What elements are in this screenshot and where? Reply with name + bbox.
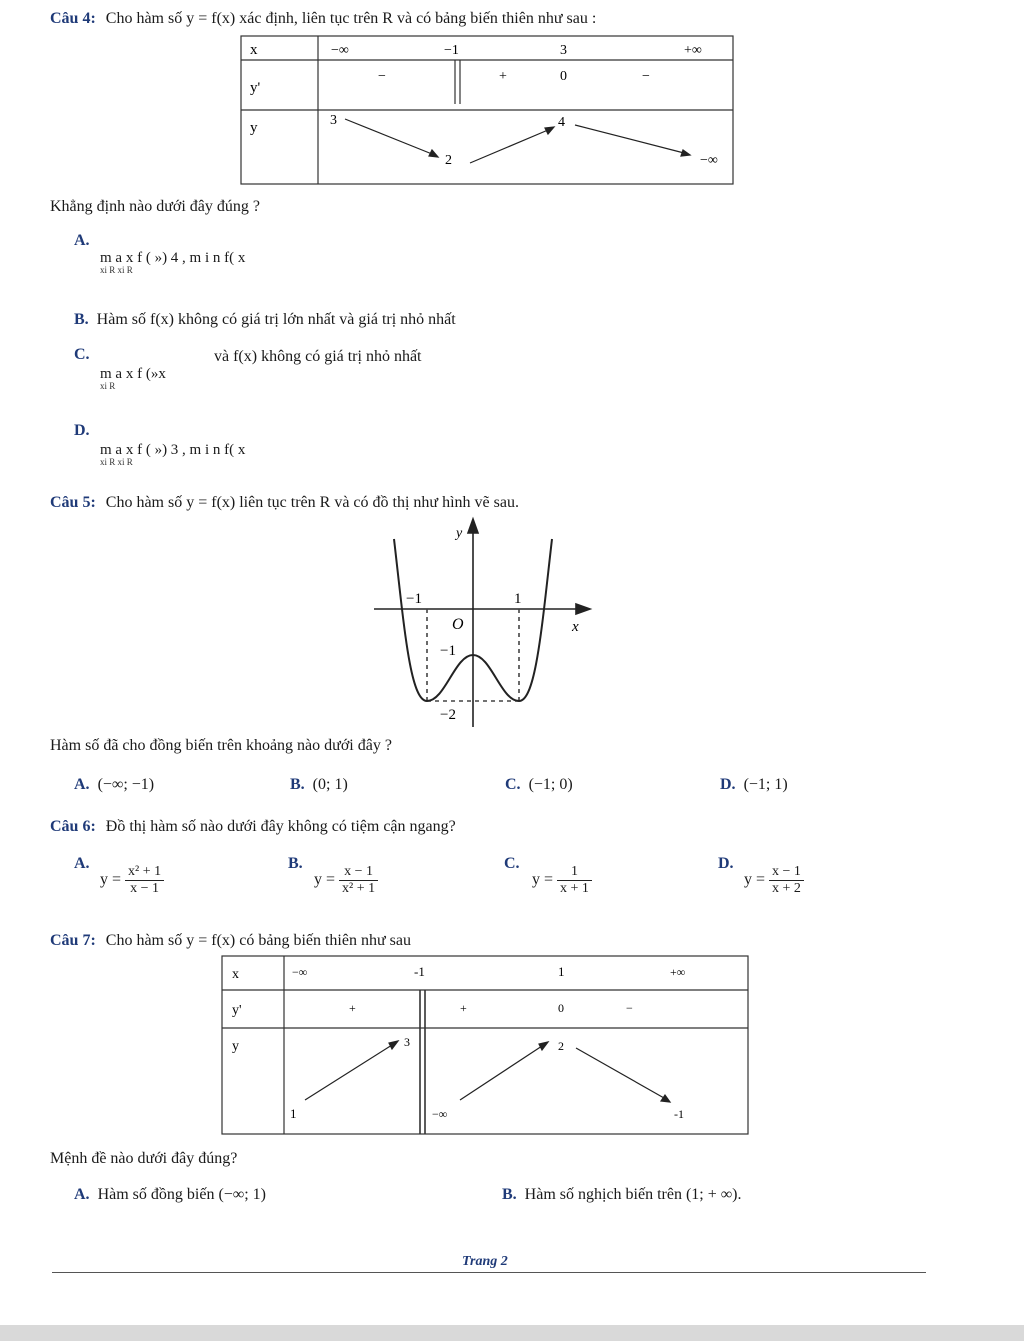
q7-y-4: -1 — [674, 1107, 684, 1121]
q5-x-axis-label: x — [572, 619, 579, 635]
q6-option-d-den: x + 2 — [772, 881, 801, 896]
q6-option-a[interactable] — [74, 855, 90, 873]
q5-graph — [0, 515, 1024, 735]
q5-option-a-label: A. — [74, 776, 90, 793]
q7-yp-2: 0 — [558, 1001, 564, 1015]
q5-head: Câu 5: — [50, 494, 96, 511]
q6-option-b[interactable] — [288, 855, 303, 873]
q7-stem — [50, 932, 411, 950]
q6-option-a-lhs: y = — [100, 871, 122, 889]
q7-row-x: x — [232, 967, 239, 982]
q4-option-d-sub: xi R xi R — [100, 457, 133, 467]
q6-option-d-num: x − 1 — [769, 864, 804, 881]
q4-x-1: −1 — [444, 43, 459, 58]
q7-option-a-text: Hàm số đồng biến (−∞; 1) — [97, 1186, 266, 1203]
q4-row-x: x — [250, 42, 258, 58]
q5-ym1-label: −1 — [440, 643, 456, 659]
q7-option-b-label: B. — [502, 1186, 517, 1203]
q6-stem-text: Đồ thị hàm số nào dưới đây không có tiệm cận ngang? — [105, 818, 456, 835]
q7-option-b-text: Hàm số nghịch biến trên (1; + ∞). — [524, 1186, 742, 1203]
q7-option-a[interactable] — [74, 1186, 266, 1204]
q4-option-c-sub: xi R — [100, 381, 116, 391]
q6-option-a-num: x² + 1 — [125, 864, 164, 881]
q6-option-c-label: C. — [504, 855, 520, 872]
q4-y-2: 4 — [558, 115, 565, 130]
q6-option-b-num: x − 1 — [339, 864, 378, 881]
q6-option-a-formula — [100, 864, 164, 897]
q7-question: Mệnh đề nào dưới đây đúng? — [50, 1150, 238, 1167]
q5-xm1-label: −1 — [406, 591, 422, 607]
q5-question: Hàm số đã cho đồng biến trên khoảng nào dưới đây ? — [50, 737, 392, 754]
q7-yp-1: + — [460, 1001, 467, 1015]
q6-option-b-lhs: y = — [314, 871, 336, 889]
q5-stem-text: Cho hàm số y = f(x) liên tục trên R và có đồ thị như hình vẽ sau. — [105, 494, 519, 511]
q7-option-b[interactable] — [502, 1186, 742, 1204]
q6-option-c-lhs: y = — [532, 871, 554, 889]
q4-y-1: 2 — [445, 153, 452, 168]
q4-option-d[interactable] — [74, 422, 90, 440]
q6-head: Câu 6: — [50, 818, 96, 835]
q4-question: Khẳng định nào dưới đây đúng ? — [50, 198, 260, 215]
q7-y-2: −∞ — [432, 1107, 448, 1121]
q5-ym2-label: −2 — [440, 707, 456, 723]
q6-option-a-label: A. — [74, 855, 90, 872]
q7-row-yp: y' — [232, 1003, 242, 1018]
q4-option-c-tail: và f(x) không có giá trị nhỏ nhất — [214, 348, 422, 365]
q6-option-b-formula — [314, 864, 378, 897]
q5-origin-label: O — [452, 616, 464, 633]
q4-x-2: 3 — [560, 43, 567, 58]
q4-option-d-math — [100, 442, 245, 476]
q4-option-d-label: D. — [74, 422, 90, 439]
q4-option-c-main: m a x f (»x — [100, 366, 166, 382]
q4-x-3: +∞ — [684, 43, 702, 58]
q6-option-c-formula — [532, 864, 592, 897]
q5-option-b[interactable] — [290, 776, 348, 794]
q5-option-d[interactable] — [720, 776, 788, 794]
q5-option-c-label: C. — [505, 776, 521, 793]
q4-yp-2: 0 — [560, 69, 567, 84]
q6-option-b-label: B. — [288, 855, 303, 872]
footer-divider — [52, 1272, 926, 1273]
q4-option-d-main: m a x f ( ») 3 , m i n f( x — [100, 442, 246, 458]
q4-option-c-math — [100, 366, 166, 400]
q6-option-c-den: x + 1 — [560, 881, 589, 896]
q6-stem — [50, 818, 456, 836]
q4-yp-3: − — [642, 69, 650, 84]
q7-stem-text: Cho hàm số y = f(x) có bảng biến thiên như sau — [105, 932, 411, 949]
q7-x-3: +∞ — [670, 965, 686, 979]
q4-row-yp: y' — [250, 80, 261, 96]
q6-option-c-fraction — [557, 864, 592, 897]
q4-option-a-main: m a x f ( ») 4 , m i n f( x — [100, 250, 246, 266]
bottom-band — [0, 1325, 1024, 1341]
q4-yp-1: + — [499, 69, 507, 84]
q7-yp-3: − — [626, 1001, 633, 1015]
q5-option-b-text: (0; 1) — [312, 776, 348, 793]
q4-yp-0: − — [378, 69, 386, 84]
q7-row-y: y — [232, 1039, 239, 1054]
q4-option-a-sub: xi R xi R — [100, 265, 133, 275]
q4-x-0: −∞ — [331, 43, 349, 58]
q5-option-a[interactable] — [74, 776, 154, 794]
q7-x-2: 1 — [558, 964, 565, 979]
q6-option-a-den: x − 1 — [130, 881, 160, 896]
q5-option-d-text: (−1; 1) — [743, 776, 788, 793]
q7-x-1: -1 — [414, 964, 425, 979]
q7-variation-table — [0, 950, 1024, 1140]
q5-x1-label: 1 — [514, 591, 522, 607]
q4-option-a[interactable] — [74, 232, 90, 250]
q7-head: Câu 7: — [50, 932, 96, 949]
page-number: Trang 2 — [462, 1254, 508, 1269]
q6-option-a-fraction — [125, 864, 164, 897]
q5-y-axis-label: y — [456, 526, 463, 541]
q6-option-d-label: D. — [718, 855, 734, 872]
q4-option-a-math — [100, 250, 245, 284]
q4-y-3: −∞ — [700, 153, 718, 168]
q4-stem — [50, 10, 596, 28]
q7-option-a-label: A. — [74, 1186, 90, 1203]
q5-option-c-text: (−1; 0) — [528, 776, 573, 793]
q4-row-y: y — [250, 120, 258, 136]
q4-option-c[interactable] — [74, 346, 90, 364]
q7-x-0: −∞ — [292, 965, 308, 979]
q4-head: Câu 4: — [50, 10, 96, 27]
q6-option-b-fraction — [339, 864, 378, 897]
q4-stem-text: Cho hàm số y = f(x) xác định, liên tục trên R và có bảng biến thiên như sau : — [105, 10, 597, 27]
q5-stem — [50, 494, 519, 512]
q7-yp-0: + — [349, 1001, 356, 1015]
q5-option-c[interactable] — [505, 776, 573, 794]
q4-y-0: 3 — [330, 113, 337, 128]
q6-option-d-lhs: y = — [744, 871, 766, 889]
q6-option-d[interactable] — [718, 855, 734, 873]
q4-option-b-label: B. — [74, 311, 89, 328]
q7-y-3: 2 — [558, 1039, 564, 1053]
q7-y-0: 1 — [290, 1106, 297, 1121]
q6-option-c[interactable] — [504, 855, 520, 873]
q5-option-b-label: B. — [290, 776, 305, 793]
q6-option-b-den: x² + 1 — [342, 881, 376, 896]
q4-option-a-label: A. — [74, 232, 90, 249]
q7-y-1: 3 — [404, 1035, 410, 1049]
q6-option-c-num: 1 — [557, 864, 592, 881]
q4-option-b-text: Hàm số f(x) không có giá trị lớn nhất và giá trị nhỏ nhất — [96, 311, 456, 328]
q5-option-a-text: (−∞; −1) — [97, 776, 155, 793]
q6-option-d-formula — [744, 864, 804, 897]
q5-option-d-label: D. — [720, 776, 736, 793]
q6-option-d-fraction — [769, 864, 804, 897]
q4-option-c-label: C. — [74, 346, 90, 363]
q4-option-b[interactable] — [74, 311, 456, 329]
